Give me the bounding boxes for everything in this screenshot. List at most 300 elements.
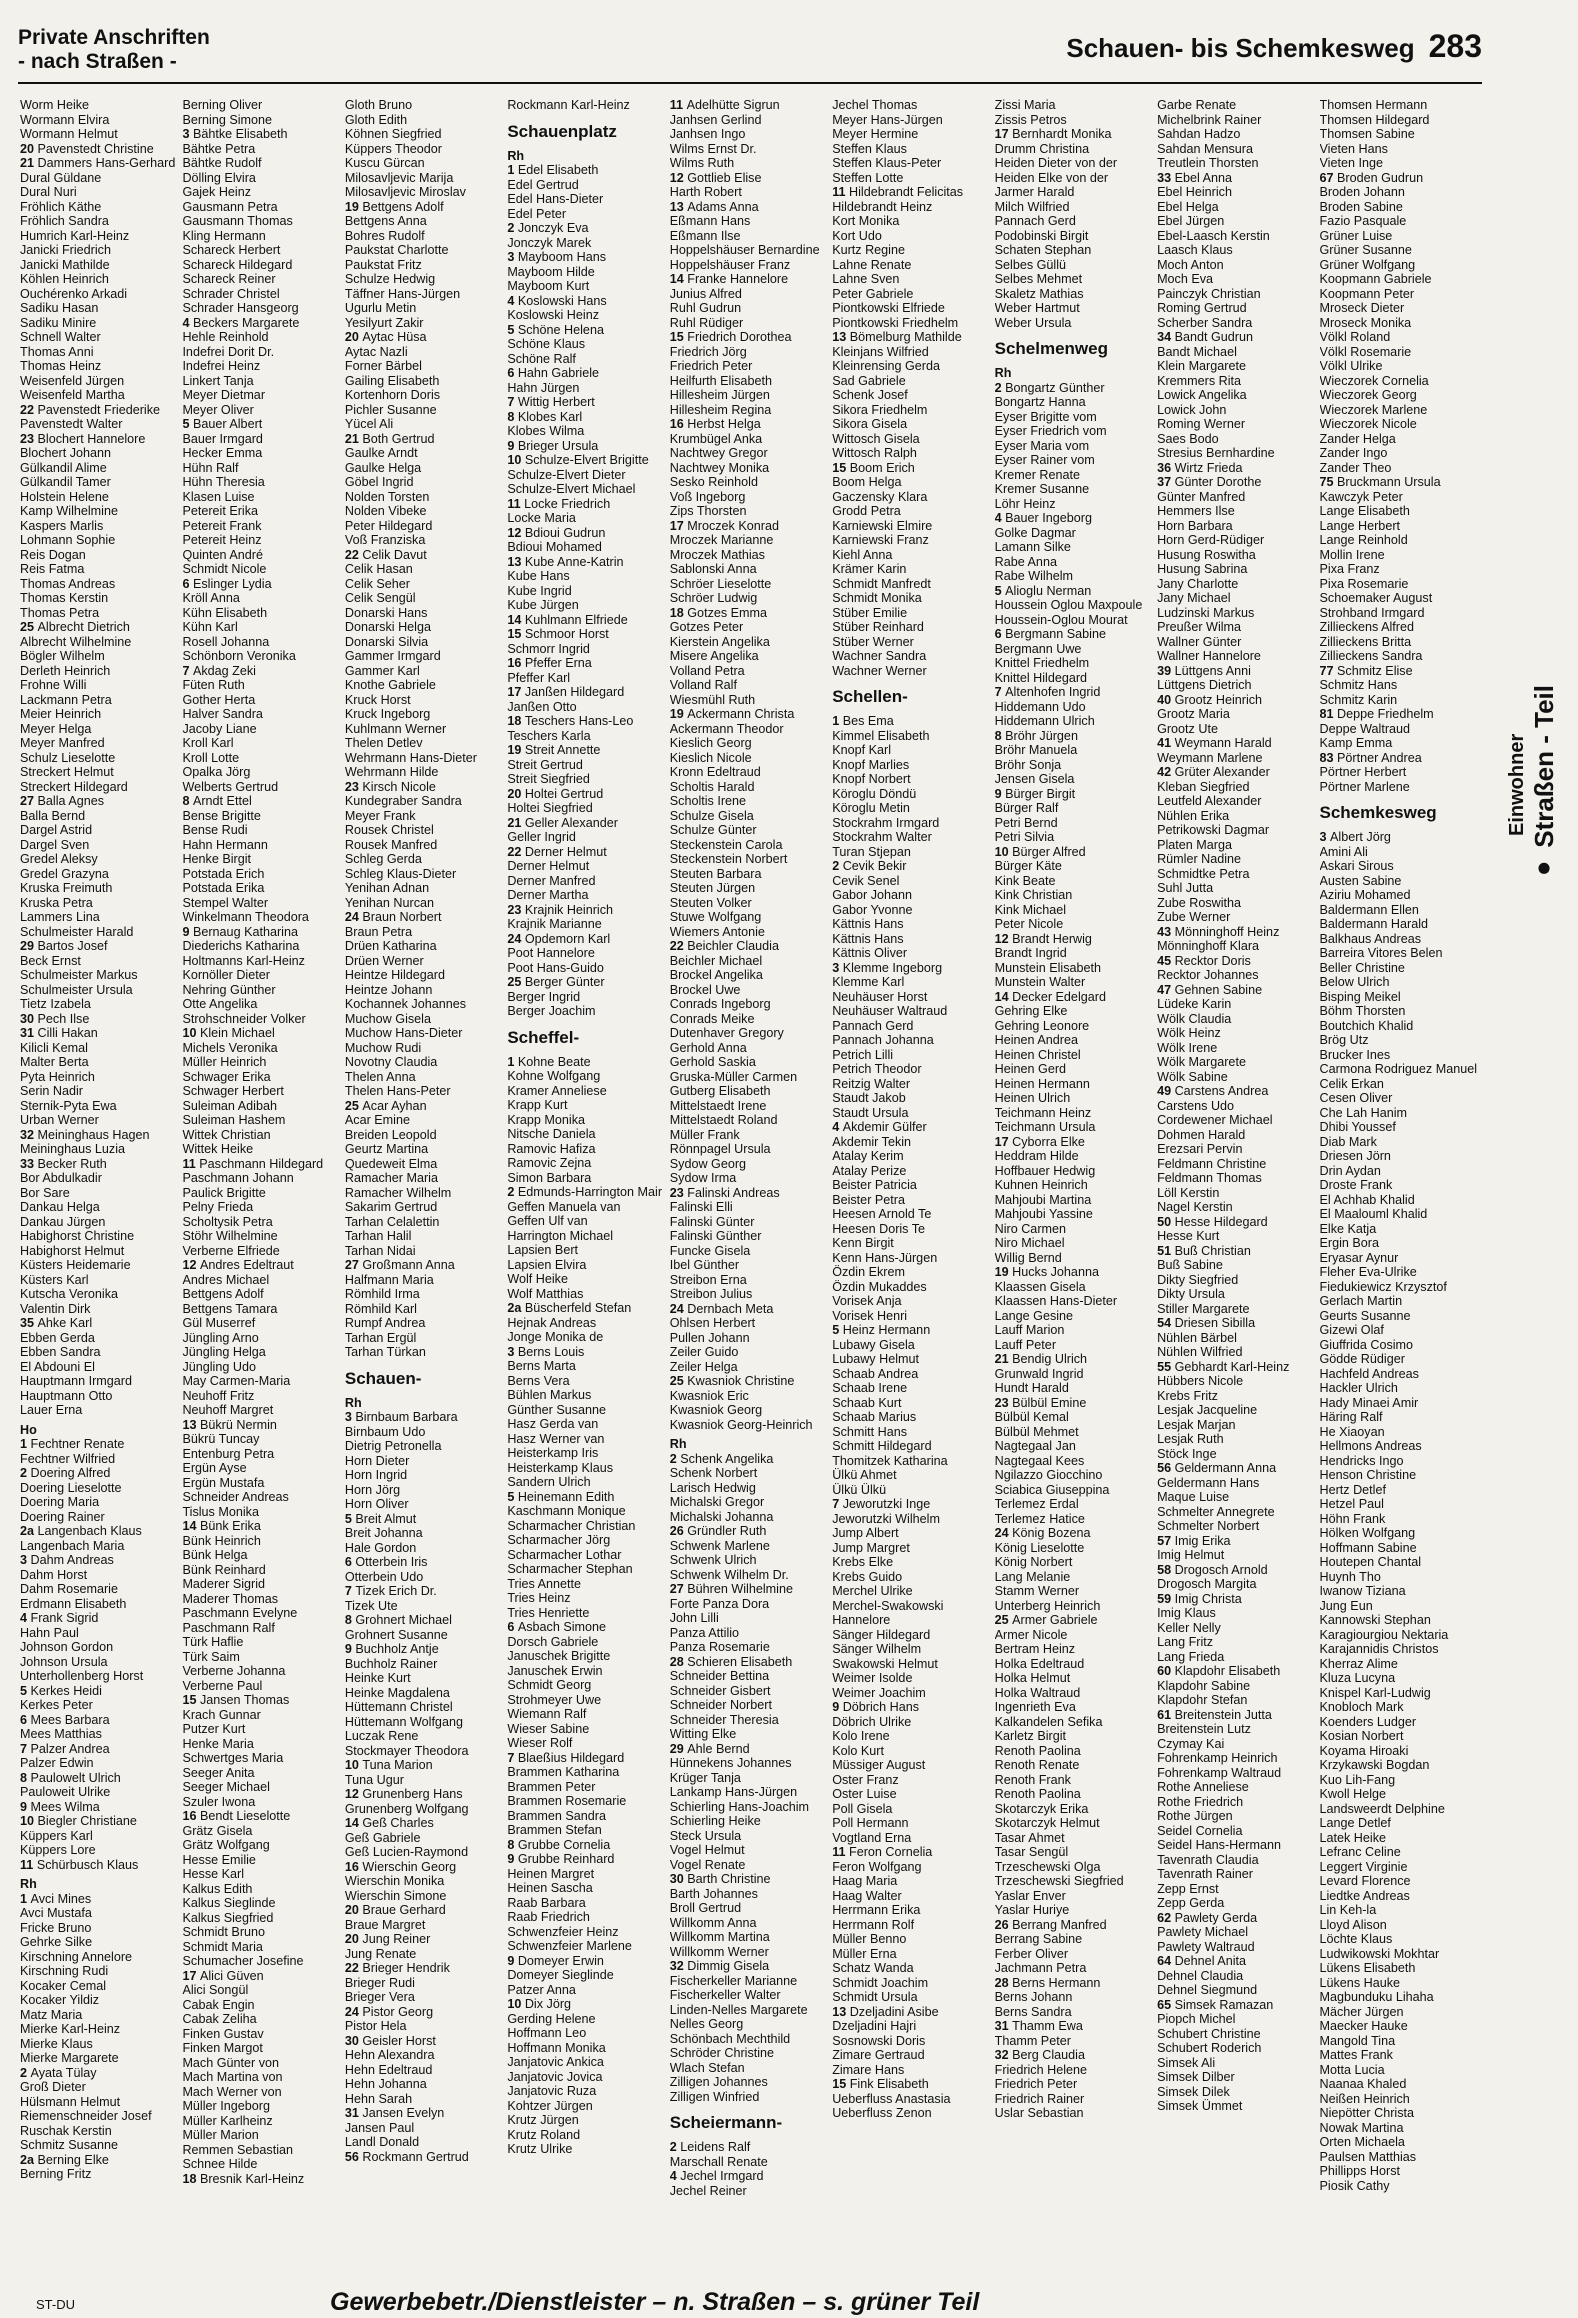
resident-entry: Muchow Hans-Dieter [344, 1026, 463, 1040]
resident-entry: Lefranc Celine [1319, 1845, 1401, 1859]
resident-entry: Bögler Wilhelm [20, 649, 105, 663]
resident-entry: Sablonski Anna [669, 562, 757, 576]
resident-entry: Putzer Kurt [182, 1722, 246, 1736]
side-tab [1506, 650, 1564, 920]
resident-entry: Broll Gertrud [669, 1901, 742, 1915]
resident-entry: Müller Erna [832, 1946, 897, 1961]
resident-entry: Küppers Theodor [344, 141, 442, 156]
resident-entry: Bergmann Uwe [994, 641, 1082, 656]
resident-entry: Paschmann Evelyne [182, 1606, 298, 1620]
resident-entry: 23 Blochert Hannelore [20, 431, 146, 446]
resident-entry: Wieczorek Cornelia [1319, 373, 1429, 388]
resident-entry: Kirschning Annelore [20, 1949, 133, 1964]
directory-column [1320, 98, 1482, 2228]
resident-entry: Kurtz Regine [832, 243, 905, 257]
resident-entry: Pavenstedt Walter [20, 417, 123, 431]
resident-entry: 14 Kuhlmann Elfriede [507, 612, 628, 627]
resident-entry: Völkl Rosemarie [1319, 344, 1412, 359]
resident-entry: Kutscha Veronika [20, 1287, 119, 1301]
resident-entry: Hillesheim Regina [669, 402, 772, 417]
resident-entry: Kenn Hans-Jürgen [832, 1250, 938, 1265]
resident-entry: Stiller Margarete [1157, 1301, 1250, 1316]
resident-entry: Hellmons Andreas [1319, 1439, 1422, 1453]
resident-entry: Schierling Heike [669, 1814, 761, 1828]
resident-entry: Weisenfeld Jürgen [20, 373, 125, 388]
resident-entry: Kroll Karl [182, 736, 234, 750]
resident-entry: Pyta Heinrich [20, 1069, 95, 1084]
resident-entry: 23 Kirsch Nicole [344, 779, 436, 794]
resident-entry: Gausmann Thomas [182, 214, 293, 228]
resident-entry: Ramacher Maria [344, 1171, 438, 1185]
resident-entry: Krach Gunnar [182, 1707, 261, 1722]
resident-entry: Petrich Theodor [832, 1062, 922, 1076]
resident-entry: Roming Werner [1157, 417, 1246, 431]
resident-entry: Nühlen Wilfried [1157, 1345, 1243, 1359]
resident-entry: Müller Marion [182, 2128, 259, 2142]
resident-entry: Baldermann Ellen [1319, 902, 1419, 917]
resident-entry: Horn Jörg [344, 1482, 401, 1497]
resident-entry: Krutz Roland [507, 2127, 581, 2142]
resident-entry: May Carmen-Maria [182, 1374, 291, 1388]
resident-entry: Januschek Brigitte [507, 1649, 611, 1663]
resident-entry: Valentin Dirk [20, 1301, 91, 1316]
resident-entry: Horn Ingrid [344, 1468, 408, 1482]
resident-entry: Poll Gisela [832, 1801, 893, 1816]
resident-entry: Dorsch Gabriele [507, 1634, 599, 1649]
resident-entry: Scholtysik Petra [182, 1214, 273, 1229]
resident-entry: Kalkus Sieglinde [182, 1896, 276, 1910]
resident-entry: Zillieckens Alfred [1319, 620, 1414, 634]
resident-entry: Humrich Karl-Heinz [20, 228, 130, 243]
resident-entry: 13 Bükrü Nermin [182, 1417, 277, 1432]
resident-entry: Feron Wolfgang [832, 1859, 922, 1874]
resident-entry: Sänger Wilhelm [832, 1642, 922, 1656]
resident-entry: Scharmacher Jörg [507, 1533, 611, 1547]
district-abbrev: Rh [344, 1395, 362, 1410]
resident-entry: 1 Avci Mines [20, 1891, 92, 1906]
resident-entry: Fröhlich Sandra [20, 214, 109, 228]
resident-entry: Michalski Gregor [669, 1495, 765, 1509]
resident-entry: 8 Arndt Ettel [182, 794, 252, 808]
resident-entry: Renoth Frank [994, 1772, 1071, 1787]
resident-entry: Kättnis Hans [832, 931, 904, 946]
resident-entry: 11 Adelhütte Sigrun [669, 98, 780, 112]
resident-entry: Heinke Kurt [344, 1671, 411, 1685]
resident-entry: Blochert Johann [20, 446, 112, 460]
resident-entry: Lauff Marion [994, 1323, 1065, 1337]
resident-entry: Gredel Grazyna [20, 866, 109, 881]
resident-entry: Sosnowski Doris [832, 2033, 926, 2048]
resident-entry: Schmidt Maria [182, 1939, 263, 1954]
resident-entry: 13 Adams Anna [669, 199, 759, 214]
resident-entry: 11 Paschmann Hildegard [182, 1156, 324, 1171]
resident-entry: Selbes Güllü [994, 257, 1067, 272]
resident-entry: Seeger Michael [182, 1780, 270, 1794]
resident-entry: Grootz Ute [1157, 721, 1218, 736]
resident-entry: Gaulke Arndt [344, 446, 418, 460]
resident-entry: Thomsen Hermann [1319, 98, 1428, 112]
resident-entry: 50 Hesse Hildegard [1157, 1214, 1268, 1229]
resident-entry: Meyer Helga [20, 721, 92, 736]
resident-entry: Peter Nicole [994, 917, 1064, 931]
resident-entry: Müller Heinrich [182, 1055, 267, 1069]
resident-entry: Wiemers Antonie [669, 924, 765, 939]
resident-entry: 35 Ahke Karl [20, 1316, 93, 1330]
resident-entry: Lükens Hauke [1319, 1975, 1401, 1990]
resident-entry: 2a Büscherfeld Stefan [507, 1301, 632, 1315]
resident-entry: Braun Petra [344, 924, 413, 939]
resident-entry: Maderer Thomas [182, 1591, 279, 1606]
resident-entry: 10 Klein Michael [182, 1026, 275, 1040]
resident-entry: He Xiaoyan [1319, 1424, 1385, 1439]
resident-entry: Berger Ingrid [507, 989, 581, 1004]
resident-entry: 21 Bendig Ulrich [994, 1352, 1088, 1366]
resident-entry: 33 Ebel Anna [1157, 170, 1232, 185]
resident-entry: Heinen Margret [507, 1866, 595, 1881]
resident-entry: Paschmann Johann [182, 1171, 294, 1185]
resident-entry: Lange Elisabeth [1319, 504, 1410, 518]
resident-entry: 37 Günter Dorothe [1157, 475, 1262, 489]
resident-entry: Brammen Rosemarie [507, 1794, 627, 1808]
resident-entry: Tasar Sengül [994, 1845, 1069, 1859]
resident-entry: Rabe Anna [994, 554, 1057, 569]
resident-entry: Edel Gertrud [507, 177, 579, 192]
resident-entry: Lahne Renate [832, 257, 912, 272]
resident-entry: 1 Edel Elisabeth [507, 163, 599, 177]
resident-entry: Klapdohr Stefan [1157, 1693, 1248, 1707]
resident-entry: Klaassen Hans-Dieter [994, 1294, 1118, 1308]
resident-entry: Nühlen Erika [1157, 808, 1230, 823]
resident-entry: Gajek Heinz [182, 185, 252, 199]
resident-entry: Hejnak Andreas [507, 1315, 597, 1330]
resident-entry: Horn Gerd-Rüdiger [1157, 533, 1265, 547]
resident-entry: Steckenstein Norbert [669, 852, 788, 866]
resident-entry: Yaslar Huriye [994, 1903, 1070, 1917]
resident-entry: 9 Domeyer Erwin [507, 1953, 604, 1968]
resident-entry: Schmitz Hans [1319, 678, 1398, 692]
resident-entry: Houssein-Oglou Mourat [994, 612, 1128, 627]
resident-entry: 17 Cyborra Elke [994, 1134, 1085, 1149]
resident-entry: Hiddemann Udo [994, 699, 1086, 714]
resident-entry: 41 Weymann Harald [1157, 736, 1272, 750]
resident-entry: 26 Gründler Ruth [669, 1524, 767, 1538]
resident-entry: 1 Bes Ema [832, 714, 894, 728]
resident-entry: Eßmann Hans [669, 214, 751, 228]
resident-entry: Bähtke Petra [182, 141, 256, 156]
resident-entry: Elke Katja [1319, 1221, 1377, 1236]
resident-entry: Beister Patricia [832, 1178, 917, 1192]
resident-entry: Forte Panza Dora [669, 1596, 770, 1611]
resident-entry: Gabor Yvonne [832, 902, 913, 917]
resident-entry: Berns Marta [507, 1359, 576, 1373]
resident-entry: Halfmann Maria [344, 1272, 434, 1287]
resident-entry: Moch Eva [1157, 272, 1214, 286]
resident-entry: Döbrich Ulrike [832, 1714, 912, 1729]
resident-entry: Rousek Manfred [344, 837, 438, 852]
resident-entry: 13 Bömelburg Mathilde [832, 330, 962, 344]
resident-entry: Küppers Lore [20, 1843, 96, 1857]
resident-entry: Schneider Andreas [182, 1490, 289, 1504]
resident-entry: Hoffmann Sabine [1319, 1540, 1417, 1555]
resident-entry: Kierstein Angelika [669, 634, 770, 649]
resident-entry: Wehrmann Hans-Dieter [344, 750, 477, 765]
resident-entry: Özdin Mukaddes [832, 1279, 927, 1294]
resident-entry: 64 Dehnel Anita [1157, 1954, 1246, 1968]
resident-entry: Leggert Virginie [1319, 1859, 1408, 1874]
resident-entry: Acar Emine [344, 1113, 410, 1127]
resident-entry: Kruska Freimuth [20, 881, 113, 895]
resident-entry: Hecker Emma [182, 446, 263, 460]
resident-entry: Bünk Reinhard [182, 1562, 266, 1577]
resident-entry: Ebben Sandra [20, 1345, 101, 1359]
resident-entry: Brammen Stefan [507, 1823, 602, 1837]
resident-entry: Domeyer Sieglinde [507, 1968, 614, 1982]
resident-entry: Wachner Werner [832, 663, 927, 678]
resident-entry: Schulz Lieselotte [20, 750, 116, 765]
resident-entry: Askari Sirous [1319, 859, 1394, 873]
resident-entry: Donarski Hans [344, 605, 428, 620]
resident-entry: Jansen Paul [344, 2120, 415, 2135]
resident-entry: Dahm Horst [20, 1567, 88, 1582]
resident-entry: Willkomm Werner [669, 1944, 769, 1959]
resident-entry: Drogosch Margita [1157, 1577, 1257, 1591]
resident-entry: Gutberg Elisabeth [669, 1084, 771, 1098]
resident-entry: Hahn Hermann [182, 837, 268, 852]
resident-entry: Müller Karlheinz [182, 2113, 273, 2128]
resident-entry: Dikty Siegfried [1157, 1272, 1239, 1287]
street-range: Schauen- bis Schemkesweg [1066, 33, 1415, 63]
resident-entry: Yesilyurt Zakir [344, 315, 424, 330]
directory-column [20, 98, 182, 2228]
resident-entry: 12 Grunenberg Hans [344, 1787, 463, 1801]
resident-entry: Ruhl Gudrun [669, 301, 742, 315]
resident-entry: Fechtner Wilfried [20, 1451, 116, 1466]
resident-entry: Kühn Karl [182, 620, 238, 634]
resident-entry: Lange Herbert [1319, 518, 1401, 533]
resident-entry: Boom Helga [832, 475, 902, 489]
resident-entry: Thelen Detlev [344, 736, 423, 750]
resident-entry: 31 Thamm Ewa [994, 2019, 1083, 2033]
resident-entry: Krebs Guido [832, 1569, 903, 1584]
resident-entry: Kawczyk Peter [1319, 489, 1403, 504]
resident-entry: Wehrmann Hilde [344, 765, 439, 779]
resident-entry: Saes Bodo [1157, 431, 1219, 446]
resident-entry: Gammer Irmgard [344, 649, 441, 663]
resident-entry: Meyer Hans-Jürgen [832, 112, 943, 127]
resident-entry: Höhn Frank [1319, 1511, 1386, 1526]
resident-entry: 21 Both Gertrud [344, 431, 435, 446]
resident-entry: 5 Schöne Helena [507, 322, 604, 337]
resident-entry: John Lilli [669, 1611, 719, 1625]
resident-entry: Thelen Hans-Peter [344, 1084, 451, 1098]
resident-entry: Mahjoubi Martina [994, 1192, 1092, 1207]
resident-entry: Suleiman Adibah [182, 1098, 277, 1113]
resident-entry: Vogel Helmut [669, 1843, 745, 1857]
resident-entry: 13 Kube Anne-Katrin [507, 554, 624, 569]
resident-entry: Krebs Elke [832, 1555, 894, 1569]
resident-entry: Stüber Reinhard [832, 620, 924, 634]
resident-entry: Hesse Emilie [182, 1852, 256, 1867]
resident-entry: Mierke Karl-Heinz [20, 2022, 121, 2036]
resident-entry: 22 Derner Helmut [507, 844, 607, 859]
resident-entry: 2 Leidens Ralf [669, 2140, 751, 2154]
resident-entry: Schmidt Bruno [182, 1925, 266, 1939]
resident-entry: Husung Roswitha [1157, 547, 1256, 562]
resident-entry: Schleg Gerda [344, 852, 422, 866]
resident-entry: Schaab Irene [832, 1381, 908, 1395]
resident-entry: Fohrenkamp Waltraud [1157, 1765, 1282, 1780]
resident-entry: Ohlsen Herbert [669, 1316, 756, 1330]
resident-entry: Schmidt Georg [507, 1678, 592, 1692]
resident-entry: Kocaker Yildiz [20, 1993, 100, 2007]
directory-column [507, 98, 669, 2228]
resident-entry: Indefrei Heinz [182, 359, 261, 373]
resident-entry: Dehnel Siegmund [1157, 1983, 1258, 1997]
resident-entry: Verberne Elfriede [182, 1243, 280, 1258]
resident-entry: Knittel Friedhelm [994, 656, 1090, 670]
resident-entry: Rabe Wilhelm [994, 569, 1074, 583]
resident-entry: Phillipps Horst [1319, 2164, 1400, 2178]
resident-entry: Kühn Elisabeth [182, 605, 268, 620]
resident-entry: Ouchérenko Arkadi [20, 286, 128, 301]
resident-entry: Schmelter Annegrete [1157, 1504, 1275, 1519]
resident-entry: Paukstat Charlotte [344, 243, 449, 257]
resident-entry: Kaschmann Monique [507, 1504, 626, 1518]
resident-entry: Aziriu Mohamed [1319, 888, 1411, 902]
resident-entry: 6 Eslinger Lydia [182, 576, 272, 591]
resident-entry: El Achhab Khalid [1319, 1192, 1415, 1207]
resident-entry: Thelen Anna [344, 1069, 416, 1084]
resident-entry: 4 Akdemir Gülfer [832, 1120, 927, 1134]
resident-entry: Petri Bernd [994, 815, 1058, 830]
resident-entry: Beichler Michael [669, 953, 763, 968]
resident-entry: Celik Erkan [1319, 1076, 1384, 1091]
resident-entry: Kroll Lotte [182, 750, 240, 765]
resident-entry: Vogel Renate [669, 1857, 746, 1872]
resident-entry: Schneider Bettina [669, 1669, 770, 1683]
resident-entry: Quedeweit Elma [344, 1156, 438, 1171]
resident-entry: Maecker Hauke [1319, 2019, 1408, 2033]
resident-entry: Ebel Helga [1157, 199, 1219, 214]
resident-entry: Donarski Helga [344, 620, 431, 634]
resident-entry: Malter Berta [20, 1055, 89, 1069]
resident-entry: Krapp Kurt [507, 1098, 568, 1112]
resident-entry: 45 Recktor Doris [1157, 953, 1251, 968]
resident-entry: Neißen Heinrich [1319, 2091, 1410, 2106]
resident-entry: 3 Dahm Andreas [20, 1553, 114, 1567]
resident-entry: Driesen Jörn [1319, 1149, 1391, 1163]
resident-entry: Steck Ursula [669, 1828, 742, 1843]
resident-entry: Huynh Tho [1319, 1569, 1381, 1584]
resident-entry: Römhild Karl [344, 1301, 417, 1316]
resident-entry: 10 Biegler Christiane [20, 1814, 137, 1828]
resident-entry: Drüen Katharina [344, 939, 437, 953]
resident-entry: Kiehl Anna [832, 547, 893, 562]
resident-entry: Hannelore [832, 1613, 891, 1627]
resident-entry: Schwager Herbert [182, 1084, 284, 1098]
resident-entry: Krajnik Marianne [507, 917, 602, 931]
resident-entry: Oster Franz [832, 1772, 899, 1787]
resident-entry: 15 Schmoor Horst [507, 627, 609, 641]
resident-entry: Kolo Kurt [832, 1743, 884, 1758]
resident-entry: Pistor Hela [344, 2019, 407, 2033]
district-abbrev: Rh [994, 366, 1012, 380]
resident-entry: Rönnpagel Ursula [669, 1142, 771, 1156]
resident-entry: 31 Cilli Hakan [20, 1026, 98, 1040]
resident-entry: Holka Edeltraud [994, 1656, 1085, 1671]
resident-entry: Habighorst Christine [20, 1229, 135, 1243]
resident-entry: 24 Dernbach Meta [669, 1301, 774, 1316]
resident-entry: Ingenrieth Eva [994, 1700, 1076, 1714]
resident-entry: Lüdeke Karin [1157, 997, 1232, 1011]
resident-entry: Paulick Brigitte [182, 1185, 266, 1200]
resident-entry: Bürger Käte [994, 859, 1062, 873]
resident-entry: Hemmers Ilse [1157, 504, 1235, 518]
resident-entry: Munstein Elisabeth [994, 960, 1102, 975]
resident-entry: Motta Lucia [1319, 2062, 1385, 2077]
resident-entry: 67 Broden Gudrun [1319, 170, 1424, 185]
resident-entry: Schmidt Ursula [832, 1990, 918, 2004]
resident-entry: Armer Nicole [994, 1627, 1068, 1642]
resident-entry: 2 Jonczyk Eva [507, 221, 589, 235]
resident-entry: Mroczek Mathias [669, 547, 765, 562]
resident-entry: Grunwald Ingrid [994, 1366, 1084, 1381]
resident-entry: Geller Ingrid [507, 830, 576, 844]
resident-entry: Celik Sengül [344, 591, 416, 605]
resident-entry: Kohtzer Jürgen [507, 2098, 593, 2113]
resident-entry: Hehn Edeltraud [344, 2062, 433, 2077]
resident-entry: Piosik Cathy [1319, 2178, 1390, 2193]
resident-entry: Schnell Walter [20, 330, 101, 344]
resident-entry: Klaassen Gisela [994, 1279, 1086, 1294]
resident-entry: 2 Ayata Tülay [20, 2065, 97, 2080]
resident-entry: Rothe Anneliese [1157, 1780, 1249, 1794]
resident-entry: Groß Dieter [20, 2080, 86, 2094]
resident-entry: 8 Grubbe Cornelia [507, 1837, 611, 1852]
resident-entry: Derleth Heinrich [20, 663, 111, 678]
resident-entry: Petereit Heinz [182, 533, 262, 547]
resident-entry: Levard Florence [1319, 1874, 1411, 1888]
resident-entry: 3 Berns Louis [507, 1344, 585, 1359]
section-title-line2: - nach Straßen - [18, 50, 177, 73]
resident-entry: Häring Ralf [1319, 1410, 1383, 1424]
resident-entry: Schröer Lieselotte [669, 576, 772, 591]
resident-entry: Schwager Erika [182, 1069, 271, 1084]
resident-entry: Michelbrink Rainer [1157, 112, 1262, 127]
resident-entry: Kornöller Dieter [182, 968, 270, 982]
resident-entry: Forner Bärbel [344, 359, 422, 373]
resident-entry: Dikty Ursula [1157, 1287, 1225, 1301]
resident-entry: Wiemann Ralf [507, 1707, 587, 1721]
resident-entry: 2 Cevik Bekir [832, 859, 907, 873]
resident-entry: Orten Michaela [1319, 2135, 1405, 2149]
footer-note: Gewerbebetr./Dienstleister – n. Straßen – s. grüner Teil [330, 2288, 980, 2316]
resident-entry: Gredel Aleksy [20, 852, 98, 866]
resident-entry: 9 Bernaug Katharina [182, 924, 298, 939]
resident-entry: Türk Haflie [182, 1635, 244, 1649]
resident-entry: Henke Birgit [182, 852, 252, 866]
resident-entry: Podobinski Birgit [994, 228, 1089, 243]
resident-entry: Derner Manfred [507, 873, 596, 888]
resident-entry: Janßen Otto [507, 699, 577, 714]
resident-entry: Gaulke Helga [344, 460, 422, 475]
resident-entry: Remmen Sebastian [182, 2142, 294, 2157]
resident-entry: Dankau Jürgen [20, 1214, 106, 1229]
resident-entry: 21 Dammers Hans-Gerhard [20, 156, 176, 170]
resident-entry: Krutz Jürgen [507, 2113, 579, 2127]
resident-entry: Heinen Gerd [994, 1062, 1067, 1076]
resident-entry: Wieser Rolf [507, 1736, 573, 1750]
